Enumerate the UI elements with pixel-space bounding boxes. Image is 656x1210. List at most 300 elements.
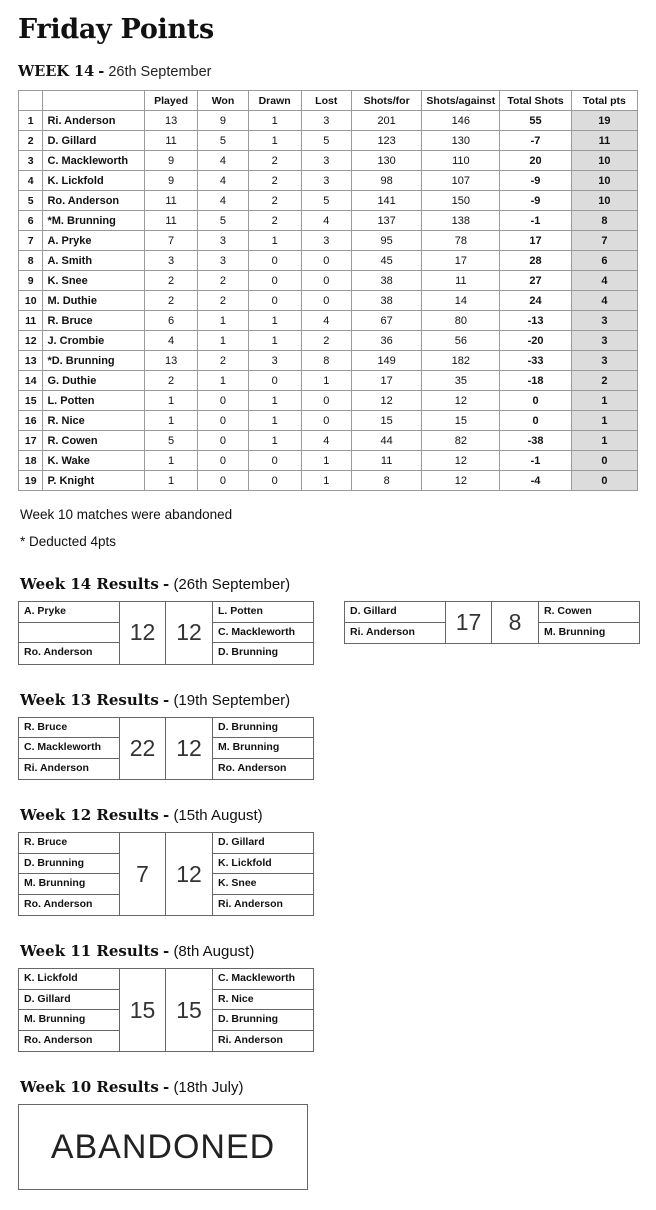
player-slot: Ri. Anderson xyxy=(24,761,89,774)
cell-total-pts: 3 xyxy=(571,311,637,331)
cell-total-pts: 6 xyxy=(571,251,637,271)
standings-body xyxy=(19,111,638,491)
cell-position: 13 xyxy=(19,351,43,371)
cell-player: K. Snee xyxy=(43,271,144,291)
cell-lost: 3 xyxy=(301,111,351,131)
cell-total-shots: -20 xyxy=(500,331,571,351)
match-row xyxy=(18,968,638,1052)
player-slot: Ri. Anderson xyxy=(350,625,415,638)
results-heading-sep: - xyxy=(163,690,170,709)
match-row xyxy=(18,832,638,916)
cell-player: J. Crombie xyxy=(43,331,144,351)
away-team xyxy=(213,969,313,1051)
away-team xyxy=(539,602,639,643)
cell-drawn: 0 xyxy=(248,371,301,391)
cell-drawn: 1 xyxy=(248,111,301,131)
cell-shots-against: 82 xyxy=(422,431,500,451)
table-row xyxy=(19,271,638,291)
results-heading-title: Week 13 Results xyxy=(20,690,159,709)
cell-position: 6 xyxy=(19,211,43,231)
player-slot: K. Lickfold xyxy=(213,854,313,875)
cell-played: 13 xyxy=(144,351,198,371)
cell-shots-against: 12 xyxy=(422,391,500,411)
cell-won: 0 xyxy=(198,451,248,471)
cell-player: M. Duthie xyxy=(43,291,144,311)
results-heading xyxy=(20,942,638,960)
results-week-13 xyxy=(18,691,638,781)
cell-lost: 0 xyxy=(301,271,351,291)
cell-shots-against: 56 xyxy=(422,331,500,351)
cell-total-pts: 8 xyxy=(571,211,637,231)
cell-position: 7 xyxy=(19,231,43,251)
cell-won: 1 xyxy=(198,371,248,391)
results-week-12 xyxy=(18,806,638,916)
player-slot: Ro. Anderson xyxy=(218,761,287,774)
table-row xyxy=(19,331,638,351)
cell-player: Ri. Anderson xyxy=(43,111,144,131)
cell-total-shots: 20 xyxy=(500,151,571,171)
cell-player: L. Potten xyxy=(43,391,144,411)
cell-drawn: 2 xyxy=(248,211,301,231)
table-row xyxy=(19,371,638,391)
cell-total-shots: 0 xyxy=(500,411,571,431)
results-heading-title: Week 14 Results xyxy=(20,575,159,593)
player-slot: C. Mackleworth xyxy=(213,623,313,644)
cell-won: 4 xyxy=(198,171,248,191)
cell-position: 16 xyxy=(19,411,43,431)
cell-drawn: 1 xyxy=(248,331,301,351)
cell-drawn: 1 xyxy=(248,411,301,431)
home-team xyxy=(19,969,119,1051)
cell-played: 2 xyxy=(144,371,198,391)
match-card xyxy=(18,601,314,665)
cell-shots-for: 141 xyxy=(351,191,422,211)
cell-position: 2 xyxy=(19,131,43,151)
cell-lost: 1 xyxy=(301,451,351,471)
week-dash: - xyxy=(98,63,105,80)
col-total-shots: Total Shots xyxy=(500,91,571,111)
cell-lost: 3 xyxy=(301,231,351,251)
cell-played: 2 xyxy=(144,291,198,311)
results-week-11 xyxy=(18,942,638,1052)
cell-total-shots: -33 xyxy=(500,351,571,371)
player-slot: M. Brunning xyxy=(19,874,119,895)
results-heading xyxy=(20,1078,638,1096)
cell-shots-against: 80 xyxy=(422,311,500,331)
standings-table xyxy=(18,90,638,491)
cell-played: 11 xyxy=(144,131,198,151)
col-position xyxy=(19,91,43,111)
cell-player: *M. Brunning xyxy=(43,211,144,231)
cell-played: 1 xyxy=(144,451,198,471)
match-card xyxy=(18,717,314,781)
cell-played: 1 xyxy=(144,391,198,411)
cell-player: K. Wake xyxy=(43,451,144,471)
results-heading-sep: - xyxy=(163,1078,170,1096)
results-heading xyxy=(20,575,638,593)
player-slot: D. Gillard xyxy=(213,833,313,854)
cell-shots-against: 138 xyxy=(422,211,500,231)
cell-lost: 8 xyxy=(301,351,351,371)
cell-shots-for: 137 xyxy=(351,211,422,231)
cell-lost: 3 xyxy=(301,151,351,171)
results-heading-sep: - xyxy=(163,942,170,960)
table-row xyxy=(19,431,638,451)
results-heading xyxy=(20,691,638,709)
cell-drawn: 0 xyxy=(248,471,301,491)
cell-shots-against: 146 xyxy=(422,111,500,131)
abandoned-box: ABANDONED xyxy=(18,1104,308,1190)
cell-drawn: 1 xyxy=(248,431,301,451)
results-heading-date: (18th July) xyxy=(173,1079,244,1096)
cell-lost: 4 xyxy=(301,431,351,451)
cell-shots-for: 149 xyxy=(351,351,422,371)
cell-drawn: 2 xyxy=(248,191,301,211)
cell-shots-for: 67 xyxy=(351,311,422,331)
player-slot: Ro. Anderson xyxy=(24,646,93,658)
cell-total-shots: -4 xyxy=(500,471,571,491)
cell-position: 19 xyxy=(19,471,43,491)
cell-total-pts: 0 xyxy=(571,451,637,471)
cell-total-shots: -7 xyxy=(500,131,571,151)
away-team xyxy=(213,602,313,664)
player-slot: R. Nice xyxy=(213,990,313,1011)
note-abandoned: Week 10 matches were abandoned xyxy=(20,507,233,522)
table-row xyxy=(19,251,638,271)
match-card xyxy=(18,968,314,1052)
cell-played: 1 xyxy=(144,411,198,431)
away-score: 12 xyxy=(166,602,213,664)
col-played: Played xyxy=(144,91,198,111)
cell-won: 0 xyxy=(198,391,248,411)
col-drawn: Drawn xyxy=(248,91,301,111)
cell-shots-against: 78 xyxy=(422,231,500,251)
cell-total-shots: 28 xyxy=(500,251,571,271)
cell-total-pts: 11 xyxy=(571,131,637,151)
cell-shots-for: 201 xyxy=(351,111,422,131)
cell-won: 0 xyxy=(198,411,248,431)
player-slot: D. Brunning xyxy=(19,854,119,875)
cell-drawn: 1 xyxy=(248,311,301,331)
cell-played: 13 xyxy=(144,111,198,131)
cell-total-shots: 27 xyxy=(500,271,571,291)
player-slot: C. Mackleworth xyxy=(213,969,313,990)
results-heading-date: (26th September) xyxy=(173,576,291,593)
player-slot: D. Gillard xyxy=(345,602,445,623)
cell-shots-against: 14 xyxy=(422,291,500,311)
results-heading xyxy=(20,806,638,824)
cell-total-shots: -18 xyxy=(500,371,571,391)
cell-position: 4 xyxy=(19,171,43,191)
cell-total-pts: 0 xyxy=(571,471,637,491)
cell-played: 9 xyxy=(144,171,198,191)
results-week-10 xyxy=(18,1078,638,1190)
table-row xyxy=(19,291,638,311)
cell-won: 1 xyxy=(198,311,248,331)
cell-played: 5 xyxy=(144,431,198,451)
table-row xyxy=(19,411,638,431)
cell-total-shots: 55 xyxy=(500,111,571,131)
home-score: 12 xyxy=(119,602,166,664)
match-row xyxy=(18,601,638,665)
cell-lost: 0 xyxy=(301,291,351,311)
cell-shots-against: 15 xyxy=(422,411,500,431)
results-heading-title: Week 11 Results xyxy=(20,942,159,960)
cell-played: 6 xyxy=(144,311,198,331)
col-shots-for: Shots/for xyxy=(351,91,422,111)
player-slot xyxy=(19,623,119,644)
cell-lost: 0 xyxy=(301,251,351,271)
cell-shots-for: 36 xyxy=(351,331,422,351)
cell-total-shots: -9 xyxy=(500,191,571,211)
cell-total-pts: 4 xyxy=(571,291,637,311)
cell-shots-against: 35 xyxy=(422,371,500,391)
cell-won: 1 xyxy=(198,331,248,351)
col-lost: Lost xyxy=(301,91,351,111)
player-slot: D. Brunning xyxy=(213,1010,313,1031)
cell-total-pts: 19 xyxy=(571,111,637,131)
cell-shots-against: 107 xyxy=(422,171,500,191)
cell-total-shots: -1 xyxy=(500,211,571,231)
match-row xyxy=(18,717,638,781)
away-team xyxy=(213,718,313,780)
cell-position: 8 xyxy=(19,251,43,271)
player-slot: R. Bruce xyxy=(19,833,119,854)
cell-lost: 0 xyxy=(301,411,351,431)
cell-total-shots: -9 xyxy=(500,171,571,191)
cell-won: 3 xyxy=(198,251,248,271)
cell-won: 2 xyxy=(198,291,248,311)
results-heading-date: (15th August) xyxy=(173,807,263,824)
cell-shots-against: 11 xyxy=(422,271,500,291)
cell-won: 9 xyxy=(198,111,248,131)
table-row xyxy=(19,131,638,151)
cell-total-shots: -13 xyxy=(500,311,571,331)
cell-player: D. Gillard xyxy=(43,131,144,151)
table-row xyxy=(19,351,638,371)
cell-total-pts: 4 xyxy=(571,271,637,291)
home-team xyxy=(19,833,119,915)
cell-played: 2 xyxy=(144,271,198,291)
table-row xyxy=(19,311,638,331)
away-score: 8 xyxy=(492,602,539,643)
cell-shots-against: 12 xyxy=(422,471,500,491)
cell-player: G. Duthie xyxy=(43,371,144,391)
cell-shots-for: 95 xyxy=(351,231,422,251)
cell-shots-for: 15 xyxy=(351,411,422,431)
cell-shots-for: 45 xyxy=(351,251,422,271)
cell-shots-against: 110 xyxy=(422,151,500,171)
away-score: 12 xyxy=(166,718,213,780)
cell-position: 15 xyxy=(19,391,43,411)
cell-lost: 4 xyxy=(301,211,351,231)
player-slot: Ro. Anderson xyxy=(24,1033,93,1046)
cell-shots-against: 150 xyxy=(422,191,500,211)
week-number: WEEK 14 xyxy=(18,63,95,80)
cell-player: A. Pryke xyxy=(43,231,144,251)
cell-total-pts: 7 xyxy=(571,231,637,251)
cell-drawn: 2 xyxy=(248,151,301,171)
results-heading-title: Week 10 Results xyxy=(20,1078,159,1096)
week-date: 26th September xyxy=(108,64,212,80)
player-slot: M. Brunning xyxy=(544,625,606,638)
player-slot: D. Gillard xyxy=(19,990,119,1011)
standings-head xyxy=(19,91,638,111)
table-row xyxy=(19,191,638,211)
player-slot: Ro. Anderson xyxy=(24,897,93,910)
col-player xyxy=(43,91,144,111)
cell-total-pts: 2 xyxy=(571,371,637,391)
cell-player: C. Mackleworth xyxy=(43,151,144,171)
results-heading-date: (8th August) xyxy=(173,943,255,960)
cell-won: 4 xyxy=(198,191,248,211)
player-slot: Ri. Anderson xyxy=(218,1033,283,1046)
cell-position: 12 xyxy=(19,331,43,351)
cell-drawn: 3 xyxy=(248,351,301,371)
cell-total-pts: 1 xyxy=(571,411,637,431)
player-slot: D. Brunning xyxy=(213,718,313,739)
cell-position: 3 xyxy=(19,151,43,171)
cell-drawn: 1 xyxy=(248,131,301,151)
col-shots-against: Shots/against xyxy=(422,91,500,111)
home-score: 15 xyxy=(119,969,166,1051)
cell-total-pts: 1 xyxy=(571,431,637,451)
cell-shots-for: 11 xyxy=(351,451,422,471)
cell-won: 2 xyxy=(198,351,248,371)
cell-shots-for: 17 xyxy=(351,371,422,391)
cell-played: 11 xyxy=(144,211,198,231)
player-slot: K. Snee xyxy=(213,874,313,895)
player-slot: D. Brunning xyxy=(218,646,279,658)
table-row xyxy=(19,171,638,191)
cell-player: R. Nice xyxy=(43,411,144,431)
col-total-pts: Total pts xyxy=(571,91,637,111)
cell-drawn: 1 xyxy=(248,231,301,251)
results-heading-date: (19th September) xyxy=(173,691,291,709)
cell-position: 14 xyxy=(19,371,43,391)
results-heading-sep: - xyxy=(163,575,170,593)
cell-total-shots: 24 xyxy=(500,291,571,311)
cell-total-shots: -1 xyxy=(500,451,571,471)
player-slot: M. Brunning xyxy=(213,738,313,759)
cell-player: R. Bruce xyxy=(43,311,144,331)
table-row xyxy=(19,451,638,471)
cell-total-pts: 10 xyxy=(571,151,637,171)
table-row xyxy=(19,391,638,411)
cell-shots-for: 98 xyxy=(351,171,422,191)
match-card xyxy=(344,601,640,644)
player-slot: R. Cowen xyxy=(539,602,639,623)
cell-shots-for: 38 xyxy=(351,271,422,291)
player-slot: K. Lickfold xyxy=(19,969,119,990)
cell-shots-for: 12 xyxy=(351,391,422,411)
cell-played: 3 xyxy=(144,251,198,271)
cell-drawn: 2 xyxy=(248,171,301,191)
cell-played: 9 xyxy=(144,151,198,171)
away-score: 12 xyxy=(166,833,213,915)
home-team xyxy=(19,602,119,664)
player-slot: M. Brunning xyxy=(19,1010,119,1031)
cell-position: 9 xyxy=(19,271,43,291)
table-row xyxy=(19,211,638,231)
cell-lost: 5 xyxy=(301,131,351,151)
standings-header-row xyxy=(19,91,638,111)
cell-shots-against: 17 xyxy=(422,251,500,271)
page-title: Friday Points xyxy=(18,14,214,45)
cell-won: 4 xyxy=(198,151,248,171)
cell-total-shots: -38 xyxy=(500,431,571,451)
cell-total-pts: 1 xyxy=(571,391,637,411)
cell-drawn: 0 xyxy=(248,451,301,471)
cell-player: K. Lickfold xyxy=(43,171,144,191)
cell-played: 4 xyxy=(144,331,198,351)
cell-won: 5 xyxy=(198,131,248,151)
cell-shots-for: 8 xyxy=(351,471,422,491)
cell-won: 0 xyxy=(198,471,248,491)
cell-player: *D. Brunning xyxy=(43,351,144,371)
cell-shots-for: 44 xyxy=(351,431,422,451)
cell-won: 0 xyxy=(198,431,248,451)
home-team xyxy=(19,718,119,780)
cell-played: 7 xyxy=(144,231,198,251)
cell-lost: 1 xyxy=(301,471,351,491)
player-slot: R. Bruce xyxy=(19,718,119,739)
week-header xyxy=(18,63,638,80)
cell-lost: 3 xyxy=(301,171,351,191)
player-slot: C. Mackleworth xyxy=(19,738,119,759)
home-score: 22 xyxy=(119,718,166,780)
cell-shots-against: 130 xyxy=(422,131,500,151)
away-score: 15 xyxy=(166,969,213,1051)
cell-shots-for: 123 xyxy=(351,131,422,151)
cell-lost: 4 xyxy=(301,311,351,331)
cell-won: 3 xyxy=(198,231,248,251)
table-row xyxy=(19,111,638,131)
cell-shots-for: 130 xyxy=(351,151,422,171)
cell-won: 5 xyxy=(198,211,248,231)
cell-total-pts: 10 xyxy=(571,171,637,191)
cell-position: 11 xyxy=(19,311,43,331)
results-week-14 xyxy=(18,575,638,665)
cell-position: 18 xyxy=(19,451,43,471)
results-heading-title: Week 12 Results xyxy=(20,806,159,824)
cell-total-shots: 0 xyxy=(500,391,571,411)
col-won: Won xyxy=(198,91,248,111)
cell-lost: 0 xyxy=(301,391,351,411)
table-row xyxy=(19,231,638,251)
player-slot: Ri. Anderson xyxy=(218,897,283,910)
home-score: 7 xyxy=(119,833,166,915)
cell-position: 1 xyxy=(19,111,43,131)
cell-position: 17 xyxy=(19,431,43,451)
cell-position: 10 xyxy=(19,291,43,311)
cell-shots-against: 182 xyxy=(422,351,500,371)
away-team xyxy=(213,833,313,915)
cell-position: 5 xyxy=(19,191,43,211)
home-score: 17 xyxy=(445,602,492,643)
cell-drawn: 0 xyxy=(248,271,301,291)
cell-drawn: 0 xyxy=(248,251,301,271)
cell-drawn: 1 xyxy=(248,391,301,411)
player-slot: L. Potten xyxy=(213,602,313,623)
cell-total-pts: 3 xyxy=(571,351,637,371)
cell-lost: 2 xyxy=(301,331,351,351)
cell-lost: 5 xyxy=(301,191,351,211)
cell-won: 2 xyxy=(198,271,248,291)
cell-player: P. Knight xyxy=(43,471,144,491)
cell-lost: 1 xyxy=(301,371,351,391)
cell-played: 11 xyxy=(144,191,198,211)
